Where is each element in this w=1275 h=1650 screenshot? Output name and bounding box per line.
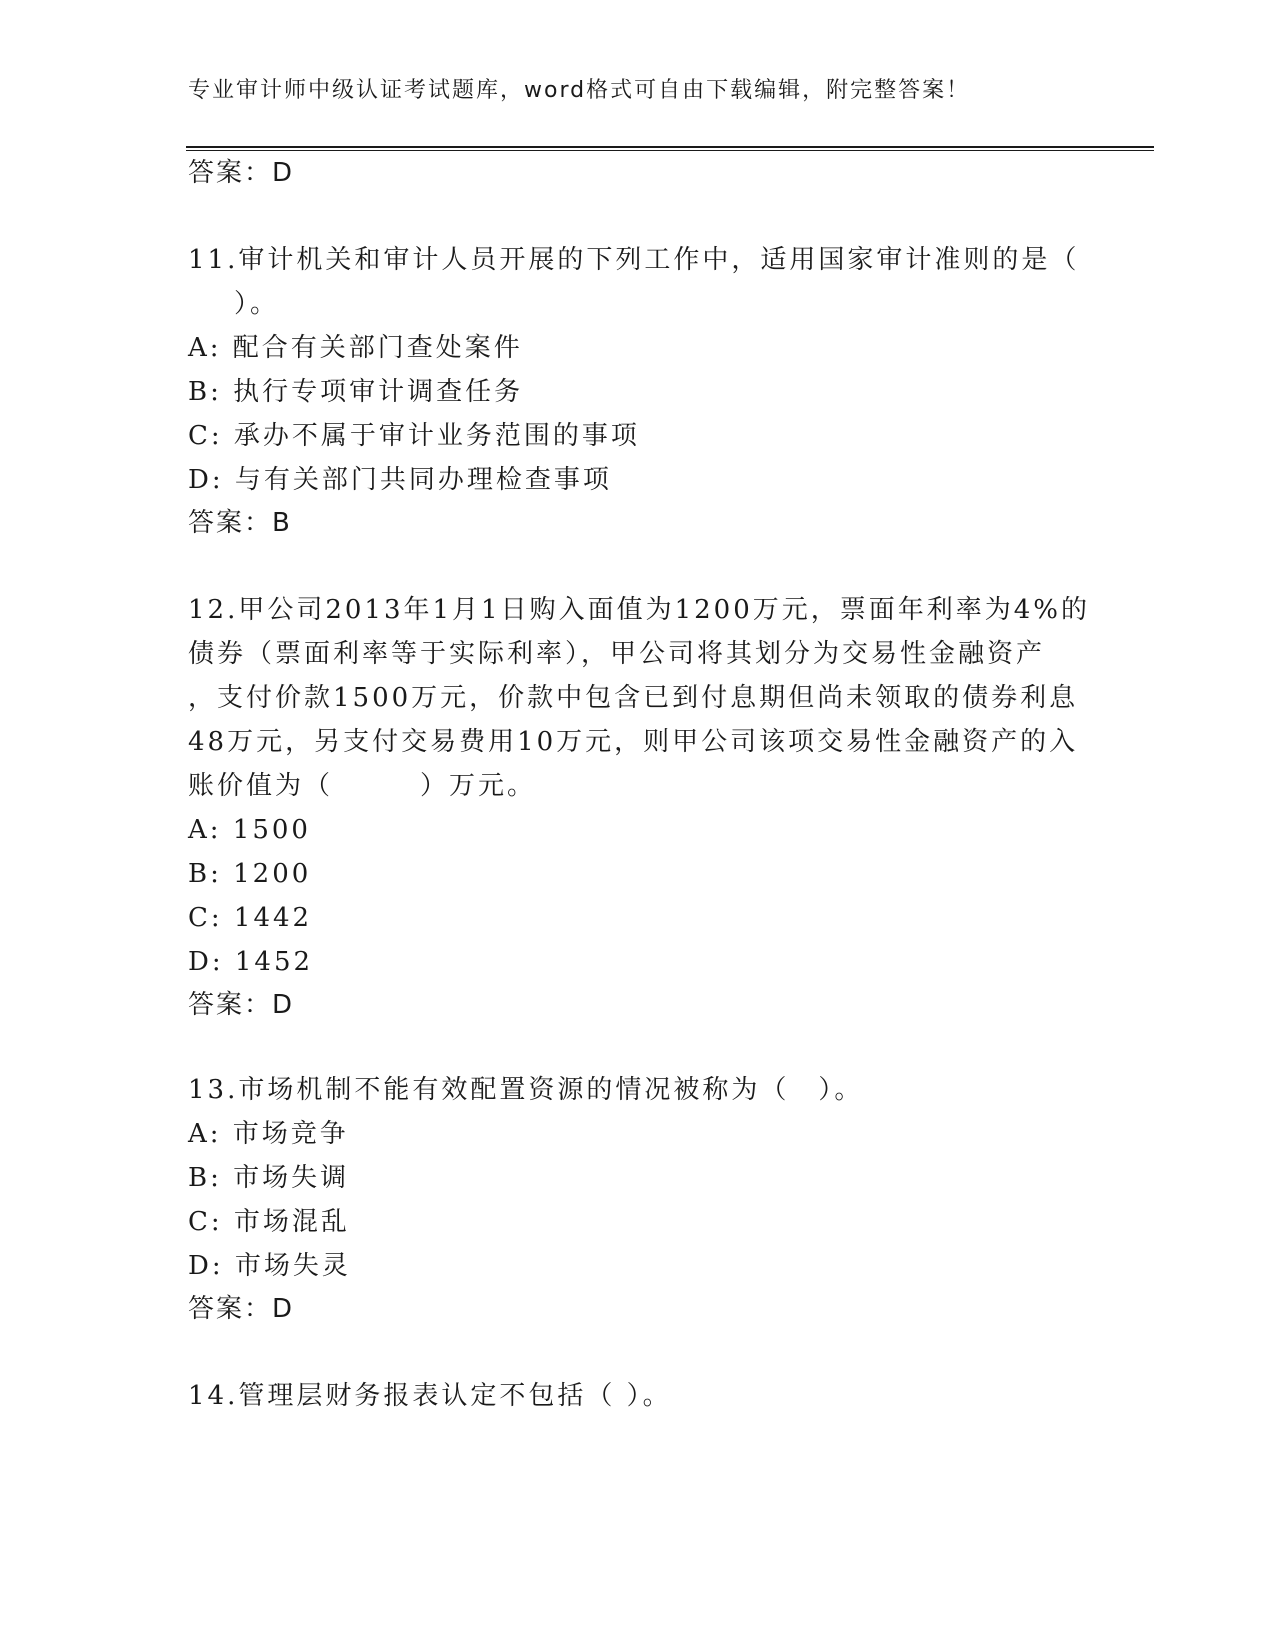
- question-13-option-c: C: 市场混乱: [188, 1207, 350, 1237]
- question-14-stem: 14.管理层财务报表认定不包括（ ）。: [188, 1381, 672, 1411]
- question-12-stem-line-2: 债券（票面利率等于实际利率），甲公司将其划分为交易性金融资产: [188, 639, 1046, 669]
- page-header: 专业审计师中级认证考试题库，word格式可自由下载编辑，附完整答案！: [188, 78, 971, 103]
- header-rule-thin: [186, 150, 1154, 151]
- answer-q12: 答案：D: [188, 990, 295, 1020]
- question-11-option-d: D: 与有关部门共同办理检查事项: [188, 465, 612, 495]
- question-11-option-c: C: 承办不属于审计业务范围的事项: [188, 421, 640, 451]
- answer-q13: 答案：D: [188, 1294, 295, 1324]
- question-11-option-b: B: 执行专项审计调查任务: [188, 377, 524, 407]
- question-12-option-b: B: 1200: [188, 859, 312, 889]
- question-11-stem-line-2: ）。: [234, 289, 280, 319]
- question-13-stem: 13.市场机制不能有效配置资源的情况被称为（ ）。: [188, 1075, 864, 1105]
- question-11-option-a: A: 配合有关部门查处案件: [188, 333, 523, 363]
- question-13-option-a: A: 市场竞争: [188, 1119, 349, 1149]
- question-11-stem-line-1: 11.审计机关和审计人员开展的下列工作中，适用国家审计准则的是（: [188, 245, 1080, 275]
- question-13-option-d: D: 市场失灵: [188, 1251, 351, 1281]
- question-12-stem-line-1: 12.甲公司2013年1月1日购入面值为1200万元，票面年利率为4%的: [188, 595, 1091, 625]
- answer-q11: 答案：B: [188, 508, 292, 538]
- question-12-option-a: A: 1500: [188, 815, 311, 845]
- question-12-stem-line-5: 账价值为（ ）万元。: [188, 771, 537, 801]
- question-13-option-b: B: 市场失调: [188, 1163, 350, 1193]
- question-12-option-d: D: 1452: [188, 947, 314, 977]
- header-rule-thick: [186, 146, 1154, 148]
- answer-q10: 答案：D: [188, 158, 295, 188]
- question-12-option-c: C: 1442: [188, 903, 313, 933]
- question-12-stem-line-4: 48万元，另支付交易费用10万元，则甲公司该项交易性金融资产的入: [188, 727, 1079, 757]
- question-12-stem-line-3: ，支付价款1500万元，价款中包含已到付息期但尚未领取的债券利息: [188, 683, 1079, 713]
